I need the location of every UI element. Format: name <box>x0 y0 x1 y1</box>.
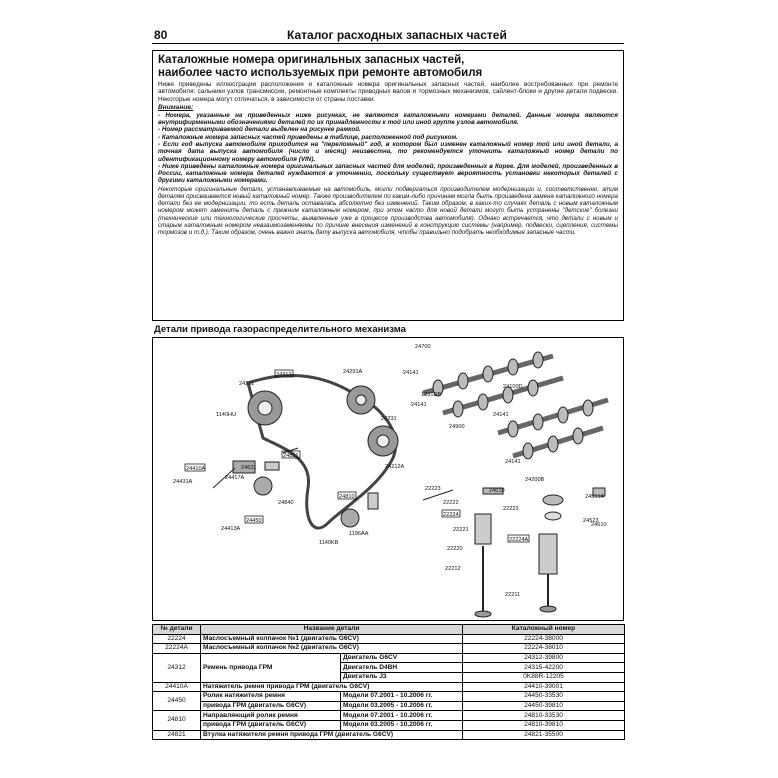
table-row: привода ГРМ (двигатель G6CV) Модели 03.2005 - 10.2006 гг. 24810-39810 <box>153 720 625 730</box>
table-row: 22224 Маслосъемный колпачок №1 (двигатель G6CV) 22224-38000 <box>153 634 625 644</box>
label-1140hu: 1140HU <box>216 412 237 418</box>
table-row: 22224A Маслосъемный колпачок №2 (двигатель G6CV) 22224-38010 <box>153 644 625 654</box>
col-header-part-no: № детали <box>153 625 201 635</box>
label-24810: 24810 <box>339 494 355 500</box>
label-24431a: 24431A <box>173 479 193 485</box>
page-number: 80 <box>154 28 168 42</box>
label-24141: 24141 <box>493 412 509 418</box>
label-22224a: 22224A <box>509 537 529 543</box>
page-header <box>152 28 624 44</box>
col-header-part-name: Название детали <box>201 625 463 635</box>
intro-title-line2: наиболее часто используемых при ремонте автомобиля <box>158 66 483 79</box>
label-24450: 24450 <box>246 518 262 524</box>
intro-frame <box>152 50 624 321</box>
label-24141: 24141 <box>505 459 521 465</box>
label-24212a: 24212A <box>385 464 405 470</box>
label-1231db: 1231DB <box>421 392 442 398</box>
label-22220: 22220 <box>447 546 463 552</box>
valve-assembly-right <box>539 495 563 612</box>
table-row: 24810 Направляющий ролик ремня Модели 07.2001 - 10.2006 гг. 24810-33530 <box>153 711 625 721</box>
section-title: Детали привода газораспределительного механизма <box>154 324 406 335</box>
tensioner-pulley <box>254 477 272 495</box>
label-1140kb: 1140KB <box>319 540 339 546</box>
intro-title <box>158 54 618 79</box>
table-header-row <box>153 625 625 635</box>
label-24410a: 24410A <box>186 466 206 472</box>
label-24610: 24610 <box>591 522 607 528</box>
label-24200b: 24200B <box>525 477 545 483</box>
table-row: 24450 Ролик натяжителя ремня Модели 07.2001 - 10.2006 гг. 24450-33530 <box>153 692 625 702</box>
valve-assembly-left <box>475 514 491 617</box>
label-1196aa: 1196AA <box>349 531 369 537</box>
table-row: Двигатель J3 0K88R-12205 <box>153 672 625 682</box>
intro-paragraph-2: Некоторые оригинальные детали, устанавливаемые на автомобиль, могли подвергаться производителем модернизации и, соответственно, этим деталям присваивается новый каталожный номер. Также производителем по каким-либо причинам могла быть произведена замена каталожного номера детали без ее модернизации, то есть деталь оставалась абсолютно без изменений. Таким образом, в каких-то случаях деталь с новым каталожным номером может заменить деталь с прежним каталожным номером, при этом часто для новой детали могут быть устранены "детские" болезни (технические или технологические просчеты, выявленные уже в процессе производства автомобиля). Однако встречается, что детали с новым и старым каталожным номером невзаимозаменяемы по причине внесения изменений в конструкцию системы (например, подвески, сцепления, системы тормозов и т.д.). Таким образом, очень важно знать дату выпуска автомобиля, чтобы правильно подобрать необходимые запасные части. <box>158 185 618 236</box>
intro-title-line1: Каталожные номера оригинальных запасных частей, <box>158 54 465 66</box>
parts-table <box>152 624 625 740</box>
warning-bullet: - Номер рассматриваемой детали выделен на рисунке рамкой. <box>158 126 361 134</box>
warning-bullet: - Номера, указанные на приведенных ниже рисунках, не являются каталожными номерами деталей. Данные номера являются внутрифирменными обозначениями деталей по их принадлежности к той или иной группе узлов автомобиля. <box>158 111 618 127</box>
label-22222: 22222 <box>443 500 459 506</box>
warning-label: Внимание: <box>158 104 194 112</box>
label-24551a: 24551A <box>585 494 605 500</box>
idler-pulley <box>341 509 359 527</box>
table-row: 24821 Втулка натяжителя ремня привода ГРМ (двигатель G6CV) 24821-35500 <box>153 730 625 740</box>
label-24291a: 24291A <box>343 369 363 375</box>
label-24523: 24523 <box>583 518 599 524</box>
table-row: Двигатель D4BH 24315-42200 <box>153 663 625 673</box>
timing-drive-illustration <box>153 338 623 620</box>
label-24631: 24631 <box>241 465 257 471</box>
label-22223: 22223 <box>503 506 519 512</box>
label-24312: 24312 <box>276 372 292 378</box>
table-row: 24410A Натяжитель ремня привода ГРМ (двигатель G6CV) 24410-39001 <box>153 682 625 692</box>
label-24100d: 24100D <box>503 384 523 390</box>
table-row: привода ГРМ (двигатель G6CV) Модели 03.2005 - 10.2006 гг. 24450-39810 <box>153 701 625 711</box>
label-22221: 22221 <box>453 527 469 533</box>
label-22224: 22224 <box>443 512 459 518</box>
label-24413a: 24413A <box>221 526 241 532</box>
label-24211: 24211 <box>239 381 255 387</box>
warning-bullet: - Ниже приведены каталожные номера оригинальных запасных частей для моделей, произведенных в Корее. Для моделей, произведенных в России, каталожные номера деталей нуждаются в уточнении, поскольку существует вероятность установки некоторых деталей с другими каталожными номерами. <box>158 162 618 185</box>
label-24141: 24141 <box>403 370 419 376</box>
label-24821: 24821 <box>283 453 299 459</box>
label-24610: 24610 <box>489 488 505 494</box>
label-22212: 22212 <box>445 566 461 572</box>
label-24840: 24840 <box>278 500 294 506</box>
label-22211: 22211 <box>505 592 521 598</box>
table-row: 24312 Ремень привода ГРМ Двигатель G6CV 24312-39800 <box>153 653 625 663</box>
intro-paragraph: Ниже приведены иллюстрации расположения и каталожные номера оригинальных запасных частей, наиболее востребованных при ремонте автомобиля: сальники узлов трансмиссии, ремонтные комплекты приводных валов и тормозных механизмов, сайлент-блоки и другие детали подвески. Некоторые номера могут отличаться, в зависимости от страны поставки. <box>158 81 618 103</box>
warning-bullet: - Каталожные номера запасных частей приведены в таблице, расположенной под рисунком. <box>158 133 458 141</box>
label-22223: 22223 <box>425 486 441 492</box>
warning-bullet: - Если год выпуска автомобиля приходится на "переломный" год, в котором был изменен каталожный номер той или иной детали, а точная дата выпуска автомобиля (число и месяц) неизвестна, то рекомендуется уточнить каталожный номер детали по идентификационному номеру автомобиля (VIN). <box>158 141 618 163</box>
parts-diagram <box>152 337 624 621</box>
page-header-title: Каталог расходных запасных частей <box>287 28 507 42</box>
col-header-catalog-no: Каталожный номер <box>463 625 625 635</box>
page <box>152 28 624 752</box>
label-24141: 24141 <box>411 402 427 408</box>
label-24900: 24900 <box>449 424 465 430</box>
label-24700: 24700 <box>415 344 431 350</box>
camshaft-lower-2 <box>513 428 603 459</box>
label-24231: 24231 <box>381 416 397 422</box>
label-24417a: 24417A <box>225 475 245 481</box>
